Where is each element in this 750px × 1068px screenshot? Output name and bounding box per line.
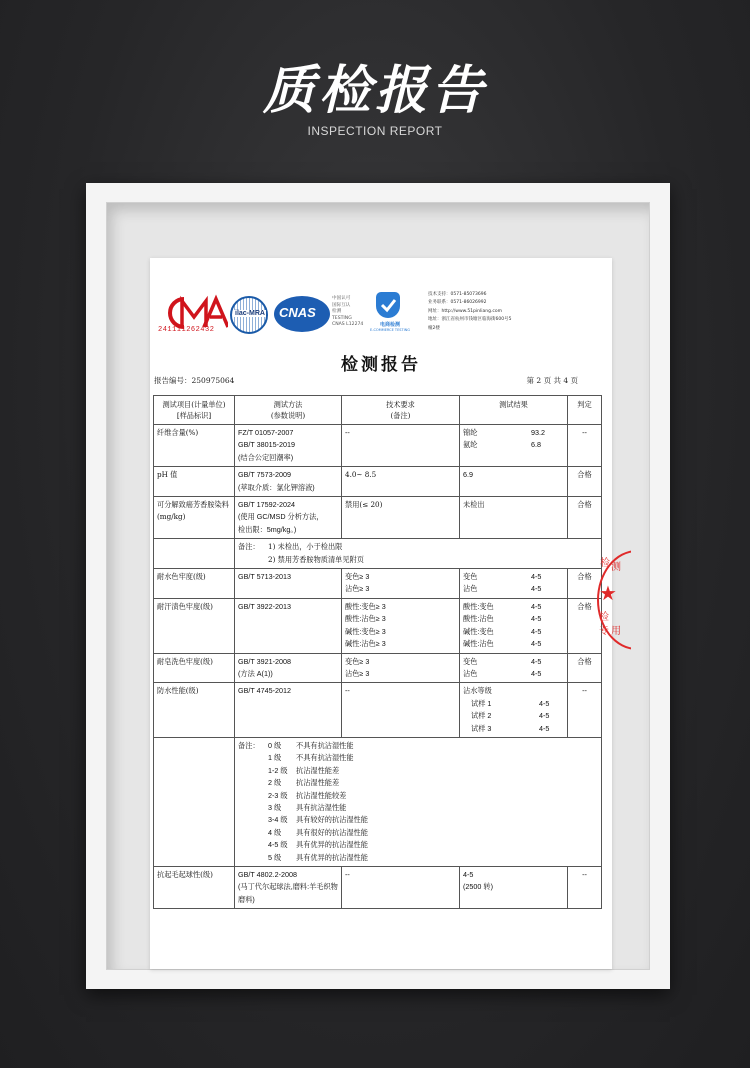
cell-line: GB/T 5713-2013 [238, 572, 292, 582]
note-row [154, 539, 602, 569]
test-method [235, 569, 342, 599]
note-line: 5 级 具有优异的抗沾湿性能 [268, 852, 368, 862]
test-item: 防水性能(级) [154, 683, 235, 738]
table-row [154, 683, 602, 738]
star-icon: ★ [599, 581, 617, 605]
result-line: 锦纶 93.2 [463, 428, 545, 437]
cell-line: GB/T 17592-2024 [238, 500, 296, 510]
verdict: 合格 [568, 497, 602, 539]
cell-line: 沾色≥ 3 [345, 584, 370, 594]
table-row [154, 467, 602, 497]
report-title: 检测报告 [341, 355, 421, 375]
result-line: 试样 2 4-5 [471, 711, 550, 721]
ecommerce-testing-logo: 电商检测 E-COMMERCE TESTING [364, 290, 416, 336]
cell-line: 变色≥ 3 [345, 656, 370, 666]
cell-line: GB/T 4745-2012 [238, 686, 292, 696]
test-item: 耐皂洗色牢度(级) [154, 653, 235, 683]
cell-line: 沾色≥ 3 [345, 668, 370, 678]
test-item: 可分解致癌芳香胺染料(mg/kg) [154, 497, 235, 539]
cell-line: GB/T 38015-2019 [238, 440, 296, 450]
cell-line: GB/T 7573-2009 [238, 470, 292, 480]
cell-line: (使用 GC/MSD 分析方法， [238, 512, 324, 522]
requirement: 禁用(≤ 20) [342, 497, 460, 539]
column-header: 测试结果 [460, 396, 568, 425]
result-line: 酸性:沾色 4-5 [463, 614, 542, 624]
report-table [153, 395, 602, 909]
verdict: -- [568, 425, 602, 467]
requirement [342, 598, 460, 653]
test-result [460, 867, 568, 909]
test-method [235, 598, 342, 653]
table-row [154, 497, 602, 539]
cell-line: (结合公定回潮率) [238, 452, 294, 462]
requirement [342, 569, 460, 599]
result-line: 4-5 [463, 870, 474, 879]
cell-line: (方法 A(1)) [238, 668, 273, 678]
test-item: 耐水色牢度(级) [154, 569, 235, 599]
cell-line: 酸性:变色≥ 3 [345, 601, 386, 611]
note-line: 4-5 级 具有优异的抗沾湿性能 [268, 840, 368, 850]
table-row [154, 569, 602, 599]
column-header: 测试项目(计量单位) [样品标识] [154, 396, 235, 425]
red-seal-stamp: ★ 检 测 检 专 用 [597, 550, 631, 650]
result-line: (2500 转) [463, 882, 493, 892]
table-row [154, 598, 602, 653]
cnas-text: 中国认可 国际互认 检测 TESTING CNAS L12274 [332, 296, 364, 328]
test-item: 抗起毛起球性(级) [154, 867, 235, 909]
result-line: 未检出 [463, 500, 485, 510]
result-line: 酸性:变色 4-5 [463, 601, 542, 611]
logo-bar [158, 288, 612, 338]
cma-number: 241111262432 [158, 326, 215, 334]
cell-line: 碱性:沾色≥ 3 [345, 639, 386, 649]
table-row [154, 425, 602, 467]
note-row [154, 737, 602, 866]
page-subtitle: INSPECTION REPORT [307, 124, 443, 138]
cell-line: 碱性:变色≥ 3 [345, 626, 386, 636]
requirement [342, 653, 460, 683]
cell-line: GB/T 3922-2013 [238, 601, 292, 611]
test-method [235, 425, 342, 467]
cell-line: GB/T 4802.2-2008 [238, 870, 298, 879]
note-line: 2) 禁用芳香胺物质清单见附页 [268, 554, 364, 564]
test-method [235, 683, 342, 738]
note-line: 2-3 级 抗沾湿性能较差 [268, 790, 347, 800]
test-item: pH 值 [154, 467, 235, 497]
result-line: 沾水等级 [463, 686, 492, 696]
verdict: -- [568, 867, 602, 909]
shield-icon [376, 292, 400, 318]
cell-line: 变色≥ 3 [345, 572, 370, 582]
note-line: 2 级 抗沾湿性能差 [268, 778, 340, 788]
verdict: -- [568, 683, 602, 738]
note-line: 3-4 级 具有较好的抗沾湿性能 [268, 815, 368, 825]
test-item: 耐汗渍色牢度(级) [154, 598, 235, 653]
result-line: 碱性:变色 4-5 [463, 626, 542, 636]
report-meta [154, 375, 578, 386]
cell-line: 酸性:沾色≥ 3 [345, 614, 386, 624]
result-line: 试样 3 4-5 [471, 723, 550, 733]
report-paper [150, 258, 612, 969]
verdict: 合格 [568, 598, 602, 653]
test-result [460, 497, 568, 539]
result-line: 变色 4-5 [463, 572, 542, 582]
result-line: 沾色 4-5 [463, 584, 542, 594]
table-row [154, 653, 602, 683]
test-method [235, 867, 342, 909]
cell-line: FZ/T 01057-2007 [238, 428, 294, 437]
note-line: 1-2 级 抗沾湿性能差 [268, 765, 340, 775]
verdict: 合格 [568, 569, 602, 599]
test-result [460, 653, 568, 683]
page-number: 第 2 页 共 4 页 [526, 376, 578, 385]
requirement: 4.0~ 8.5 [342, 467, 460, 497]
column-header: 技术要求 (备注) [342, 396, 460, 425]
column-header: 测试方法 (参数说明) [235, 396, 342, 425]
test-result [460, 467, 568, 497]
cell-line: (马丁代尔起球法,磨料:羊毛织物磨料) [238, 882, 338, 904]
result-line: 氨纶 6.8 [463, 440, 541, 450]
report-number: 报告编号：250975064 [154, 376, 235, 385]
note-line: 1 级 不具有抗沾湿性能 [268, 753, 354, 763]
result-line: 沾色 4-5 [463, 668, 542, 678]
cell-line: (萃取介质：氯化钾溶液) [238, 482, 315, 492]
test-result [460, 683, 568, 738]
table-row [154, 867, 602, 909]
cnas-logo: CNAS [274, 296, 330, 332]
result-line: 碱性:沾色 4-5 [463, 639, 542, 649]
requirement: -- [342, 425, 460, 467]
page-title: 质检报告 [262, 61, 487, 121]
result-line: 变色 4-5 [463, 656, 542, 666]
note-line: 4 级 具有很好的抗沾湿性能 [268, 827, 368, 837]
cell-line: GB/T 3921-2008 [238, 656, 292, 666]
column-header: 判定 [568, 396, 602, 425]
note-cell: 备注： 0 级 不具有抗沾湿性能 1 级 不具有抗沾湿性能 1-2 级 抗沾湿性能差 2 级 抗沾湿性能差 2-3 级 抗沾湿性能较差 3 级 具有抗沾湿性能 3-4 级 具有较好的抗沾湿性能 4 级 具有很好的抗沾湿性能 4-5 级 具有优异的抗沾湿性能 5 级 具有优异的抗沾湿性能 [235, 737, 602, 866]
test-result [460, 425, 568, 467]
test-item: 纤维含量(%) [154, 425, 235, 467]
contact-info: 技术支持：0571-85073696 业务联系：0571-86026992 网址：http://www.51pinliang.com 地址：浙江省杭州市钱塘区临海街600号5 幢2楼 [428, 292, 512, 331]
table-header-row [154, 396, 602, 425]
requirement: -- [342, 867, 460, 909]
test-method [235, 653, 342, 683]
test-result [460, 598, 568, 653]
result-line: 试样 1 4-5 [471, 698, 550, 708]
note-cell: 备注： 1) 未检出，小于检出限 2) 禁用芳香胺物质清单见附页 [235, 539, 602, 569]
note-line: 0 级 不具有抗沾湿性能 [268, 740, 354, 750]
test-result [460, 569, 568, 599]
result-line: 6.9 [463, 470, 473, 480]
ilac-mra-logo: ilac-MRA [230, 296, 268, 334]
verdict: 合格 [568, 653, 602, 683]
test-method [235, 497, 342, 539]
note-line: 3 级 具有抗沾湿性能 [268, 802, 347, 812]
verdict: 合格 [568, 467, 602, 497]
cell-line: 检出限：5mg/kg。) [238, 524, 297, 534]
test-method [235, 467, 342, 497]
note-line: 1) 未检出，小于检出限 [268, 542, 343, 552]
requirement: -- [342, 683, 460, 738]
